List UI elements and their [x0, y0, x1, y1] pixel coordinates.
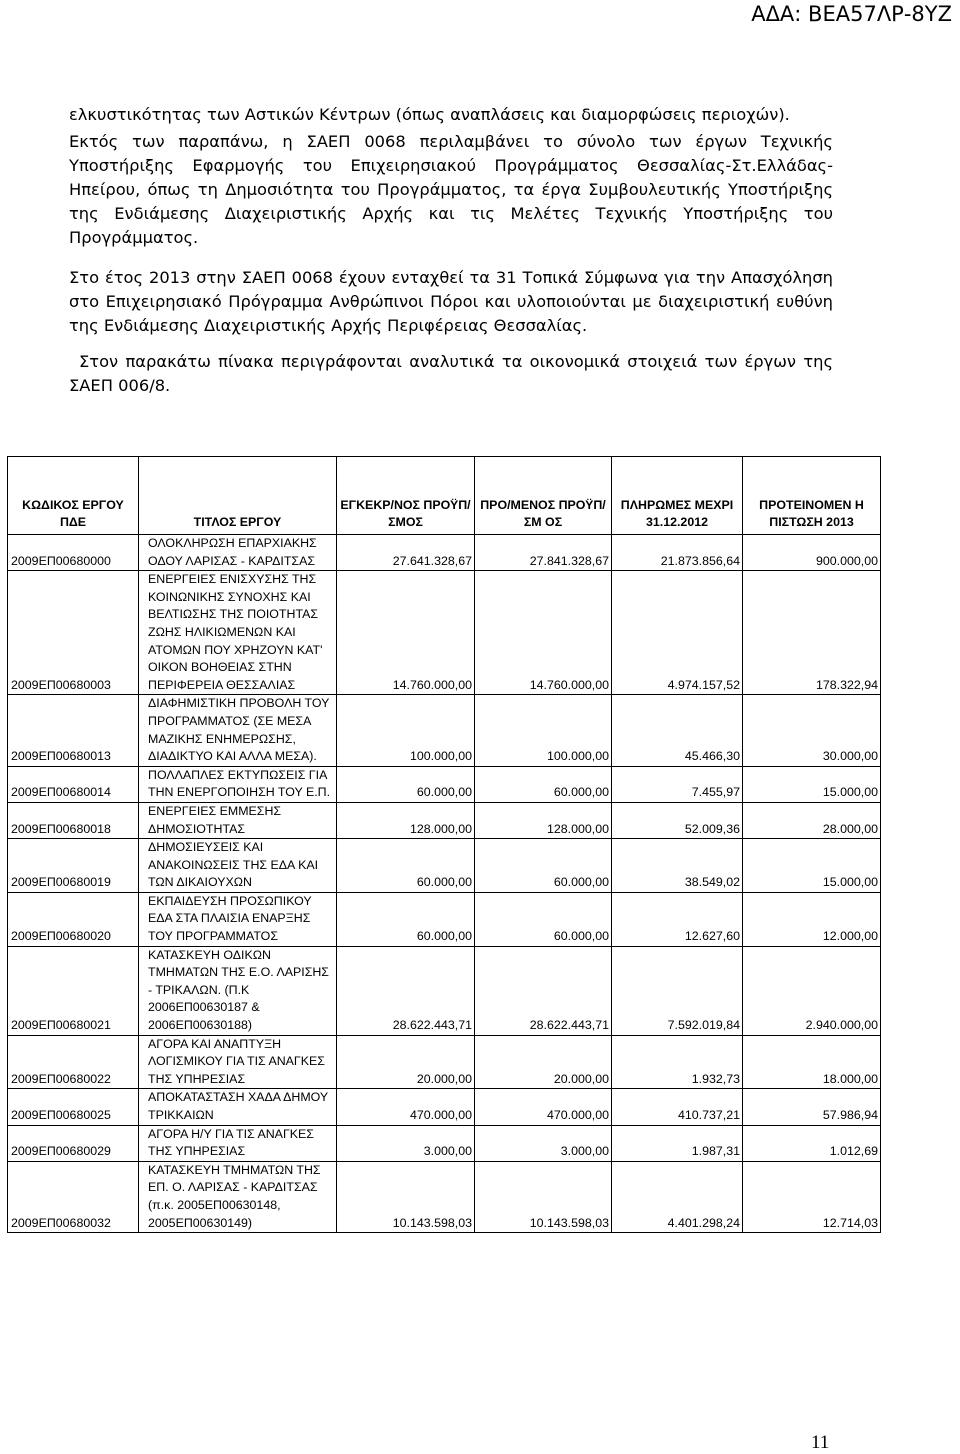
header-title: ΤΙΤΛΟΣ ΕΡΓΟΥ: [139, 457, 337, 535]
cell-scheduled: 14.760.000,00: [475, 571, 612, 695]
cell-code: 2009ΕΠ00680013: [8, 695, 139, 766]
cell-approved: 27.641.328,67: [337, 535, 475, 571]
cell-payments: 52.009,36: [612, 802, 743, 838]
cell-scheduled: 28.622.443,71: [475, 946, 612, 1035]
ada-code: ΑΔΑ: ΒΕΑ57ΛΡ-8ΥΖ: [751, 2, 952, 26]
header-approved: ΕΓΚΕΚΡ/ΝΟΣ ΠΡΟΫΠ/ΣΜΟΣ: [337, 457, 475, 535]
cell-scheduled: 60.000,00: [475, 766, 612, 802]
cell-proposed: 900.000,00: [743, 535, 881, 571]
cell-title: ΟΛΟΚΛΗΡΩΣΗ ΕΠΑΡΧΙΑΚΗΣ ΟΔΟΥ ΛΑΡΙΣΑΣ - ΚΑΡΔΙΤΣΑΣ: [139, 535, 337, 571]
cell-approved: 28.622.443,71: [337, 946, 475, 1035]
cell-title: ΑΓΟΡΑ ΚΑΙ ΑΝΑΠΤΥΞΗ ΛΟΓΙΣΜΙΚΟΥ ΓΙΑ ΤΙΣ ΑΝΑΓΚΕΣ ΤΗΣ ΥΠΗΡΕΣΙΑΣ: [139, 1035, 337, 1089]
cell-scheduled: 128.000,00: [475, 802, 612, 838]
cell-payments: 410.737,21: [612, 1089, 743, 1125]
cell-approved: 128.000,00: [337, 802, 475, 838]
cell-approved: 20.000,00: [337, 1035, 475, 1089]
cell-code: 2009ΕΠ00680029: [8, 1125, 139, 1161]
paragraph: Στον παρακάτω πίνακα περιγράφονται αναλυτικά τα οικονομικά στοιχειά των έργων της ΣΑΕΠ 006/8.: [69, 352, 833, 395]
cell-title: ΔΗΜΟΣΙΕΥΣΕΙΣ ΚΑΙ ΑΝΑΚΟΙΝΩΣΕΙΣ ΤΗΣ ΕΔΑ ΚΑΙ ΤΩΝ ΔΙΚΑΙΟΥΧΩΝ: [139, 839, 337, 893]
cell-scheduled: 100.000,00: [475, 695, 612, 766]
cell-payments: 45.466,30: [612, 695, 743, 766]
cell-approved: 60.000,00: [337, 766, 475, 802]
body-text: [69, 103, 833, 398]
cell-payments: 1.932,73: [612, 1035, 743, 1089]
cell-proposed: 12.000,00: [743, 892, 881, 946]
cell-approved: 60.000,00: [337, 892, 475, 946]
cell-payments: 4.974.157,52: [612, 571, 743, 695]
cell-proposed: 178.322,94: [743, 571, 881, 695]
cell-payments: 1.987,31: [612, 1125, 743, 1161]
cell-title: ΔΙΑΦΗΜΙΣΤΙΚΗ ΠΡΟΒΟΛΗ ΤΟΥ ΠΡΟΓΡΑΜΜΑΤΟΣ (ΣΕ ΜΕΣΑ ΜΑΖΙΚΗΣ ΕΝΗΜΕΡΩΣΗΣ, ΔΙΑΔΙΚΤΥΟ ΚΑΙ ΑΛΛΑ ΜΕΣΑ).: [139, 695, 337, 766]
cell-title: ΕΝΕΡΓΕΙΕΣ ΕΜΜΕΣΗΣ ΔΗΜΟΣΙΟΤΗΤΑΣ: [139, 802, 337, 838]
cell-payments: 4.401.298,24: [612, 1161, 743, 1232]
table-row: [8, 535, 881, 571]
cell-code: 2009ΕΠ00680000: [8, 535, 139, 571]
cell-payments: 21.873.856,64: [612, 535, 743, 571]
cell-proposed: 1.012,69: [743, 1125, 881, 1161]
cell-code: 2009ΕΠ00680003: [8, 571, 139, 695]
cell-code: 2009ΕΠ00680020: [8, 892, 139, 946]
header-proposed: ΠΡΟΤΕΙΝΟΜΕΝ Η ΠΙΣΤΩΣΗ 2013: [743, 457, 881, 535]
cell-payments: 12.627,60: [612, 892, 743, 946]
cell-title: ΕΚΠΑΙΔΕΥΣΗ ΠΡΟΣΩΠΙΚΟΥ ΕΔΑ ΣΤΑ ΠΛΑΙΣΙΑ ΕΝΑΡΞΗΣ ΤΟΥ ΠΡΟΓΡΑΜΜΑΤΟΣ: [139, 892, 337, 946]
header-scheduled: ΠΡΟ/ΜΕΝΟΣ ΠΡΟΫΠ/ΣΜ ΟΣ: [475, 457, 612, 535]
cell-code: 2009ΕΠ00680014: [8, 766, 139, 802]
cell-proposed: 28.000,00: [743, 802, 881, 838]
table-row: [8, 839, 881, 893]
table-row: [8, 571, 881, 695]
cell-payments: 38.549,02: [612, 839, 743, 893]
table-row: [8, 802, 881, 838]
cell-code: 2009ΕΠ00680025: [8, 1089, 139, 1125]
table-row: [8, 1035, 881, 1089]
table-header-row: [8, 457, 881, 535]
page-number: 11: [811, 1432, 830, 1453]
paragraph: Στο έτος 2013 στην ΣΑΕΠ 0068 έχουν ενταχθεί τα 31 Τοπικά Σύμφωνα για την Απασχόληση στο Επιχειρησιακό Πρόγραμμα Ανθρώπινοι Πόροι και υλοποιούνται με διαχειριστική ευθύνη της Ενδιάμεσης Διαχειριστικής Αρχής Περιφέρειας Θεσσαλίας.: [69, 268, 833, 335]
table-row: [8, 1089, 881, 1125]
cell-scheduled: 3.000,00: [475, 1125, 612, 1161]
table-row: [8, 1125, 881, 1161]
cell-payments: 7.455,97: [612, 766, 743, 802]
cell-approved: 100.000,00: [337, 695, 475, 766]
cell-approved: 60.000,00: [337, 839, 475, 893]
cell-title: ΚΑΤΑΣΚΕΥΗ ΤΜΗΜΑΤΩΝ ΤΗΣ ΕΠ. Ο. ΛΑΡΙΣΑΣ - ΚΑΡΔΙΤΣΑΣ (π.κ. 2005ΕΠ00630148, 2005ΕΠ00630149): [139, 1161, 337, 1232]
cell-title: ΠΟΛΛΑΠΛΕΣ ΕΚΤΥΠΩΣΕΙΣ ΓΙΑ ΤΗΝ ΕΝΕΡΓΟΠΟΙΗΣΗ ΤΟΥ Ε.Π.: [139, 766, 337, 802]
cell-approved: 10.143.598,03: [337, 1161, 475, 1232]
cell-title: ΕΝΕΡΓΕΙΕΣ ΕΝΙΣΧΥΣΗΣ ΤΗΣ ΚΟΙΝΩΝΙΚΗΣ ΣΥΝΟΧΗΣ ΚΑΙ ΒΕΛΤΙΩΣΗΣ ΤΗΣ ΠΟΙΟΤΗΤΑΣ ΖΩΗΣ ΗΛΙΚΙΩΜΕΝΩΝ ΚΑΙ ΑΤΟΜΩΝ ΠΟΥ ΧΡΗΖΟΥΝ ΚΑΤ' ΟΙΚΟΝ ΒΟΗΘΕΙΑΣ ΣΤΗΝ ΠΕΡΙΦΕΡΕΙΑ ΘΕΣΣΑΛΙΑΣ: [139, 571, 337, 695]
table-row: [8, 1161, 881, 1232]
cell-code: 2009ΕΠ00680022: [8, 1035, 139, 1089]
table-body: [8, 535, 881, 1233]
cell-code: 2009ΕΠ00680019: [8, 839, 139, 893]
cell-code: 2009ΕΠ00680021: [8, 946, 139, 1035]
table-row: [8, 892, 881, 946]
cell-proposed: 15.000,00: [743, 839, 881, 893]
cell-proposed: 12.714,03: [743, 1161, 881, 1232]
cell-scheduled: 27.841.328,67: [475, 535, 612, 571]
header-payments: ΠΛΗΡΩΜΕΣ ΜΕΧΡΙ 31.12.2012: [612, 457, 743, 535]
paragraph: ελκυστικότητας των Αστικών Κέντρων (όπως αναπλάσεις και διαμορφώσεις περιοχών).: [69, 105, 790, 124]
header-code: ΚΩΔΙΚΟΣ ΕΡΓΟΥ ΠΔΕ: [8, 457, 139, 535]
cell-approved: 14.760.000,00: [337, 571, 475, 695]
cell-proposed: 18.000,00: [743, 1035, 881, 1089]
cell-payments: 7.592.019,84: [612, 946, 743, 1035]
cell-proposed: 30.000,00: [743, 695, 881, 766]
cell-proposed: 2.940.000,00: [743, 946, 881, 1035]
cell-scheduled: 20.000,00: [475, 1035, 612, 1089]
table-row: [8, 695, 881, 766]
cell-approved: 470.000,00: [337, 1089, 475, 1125]
cell-code: 2009ΕΠ00680032: [8, 1161, 139, 1232]
cell-scheduled: 10.143.598,03: [475, 1161, 612, 1232]
cell-code: 2009ΕΠ00680018: [8, 802, 139, 838]
cell-title: ΑΓΟΡΑ Η/Υ ΓΙΑ ΤΙΣ ΑΝΑΓΚΕΣ ΤΗΣ ΥΠΗΡΕΣΙΑΣ: [139, 1125, 337, 1161]
cell-scheduled: 60.000,00: [475, 892, 612, 946]
cell-scheduled: 60.000,00: [475, 839, 612, 893]
table-row: [8, 946, 881, 1035]
cell-title: ΑΠΟΚΑΤΑΣΤΑΣΗ ΧΑΔΑ ΔΗΜΟΥ ΤΡΙΚΚΑΙΩΝ: [139, 1089, 337, 1125]
cell-approved: 3.000,00: [337, 1125, 475, 1161]
cell-scheduled: 470.000,00: [475, 1089, 612, 1125]
cell-proposed: 15.000,00: [743, 766, 881, 802]
cell-title: ΚΑΤΑΣΚΕΥΗ ΟΔΙΚΩΝ ΤΜΗΜΑΤΩΝ ΤΗΣ Ε.Ο. ΛΑΡΙΣΗΣ - ΤΡΙΚΑΛΩΝ. (Π.Κ 2006ΕΠ00630187 & 2006ΕΠ00630188): [139, 946, 337, 1035]
paragraph: Εκτός των παραπάνω, η ΣΑΕΠ 0068 περιλαμβάνει το σύνολο των έργων Τεχνικής Υποστήριξης Εφαρμογής του Επιχειρησιακού Προγράμματος Θεσσαλίας-Στ.Ελλάδας-Ηπείρου, όπως τη Δημοσιότητα του Προγράμματος, τα έργα Συμβουλευτικής Υποστήριξης της Ενδιάμεσης Διαχειριστικής Αρχής και τις Μελέτες Τεχνικής Υποστήριξης του Προγράμματος.: [69, 132, 833, 247]
projects-table: [7, 456, 881, 1233]
table-row: [8, 766, 881, 802]
cell-proposed: 57.986,94: [743, 1089, 881, 1125]
